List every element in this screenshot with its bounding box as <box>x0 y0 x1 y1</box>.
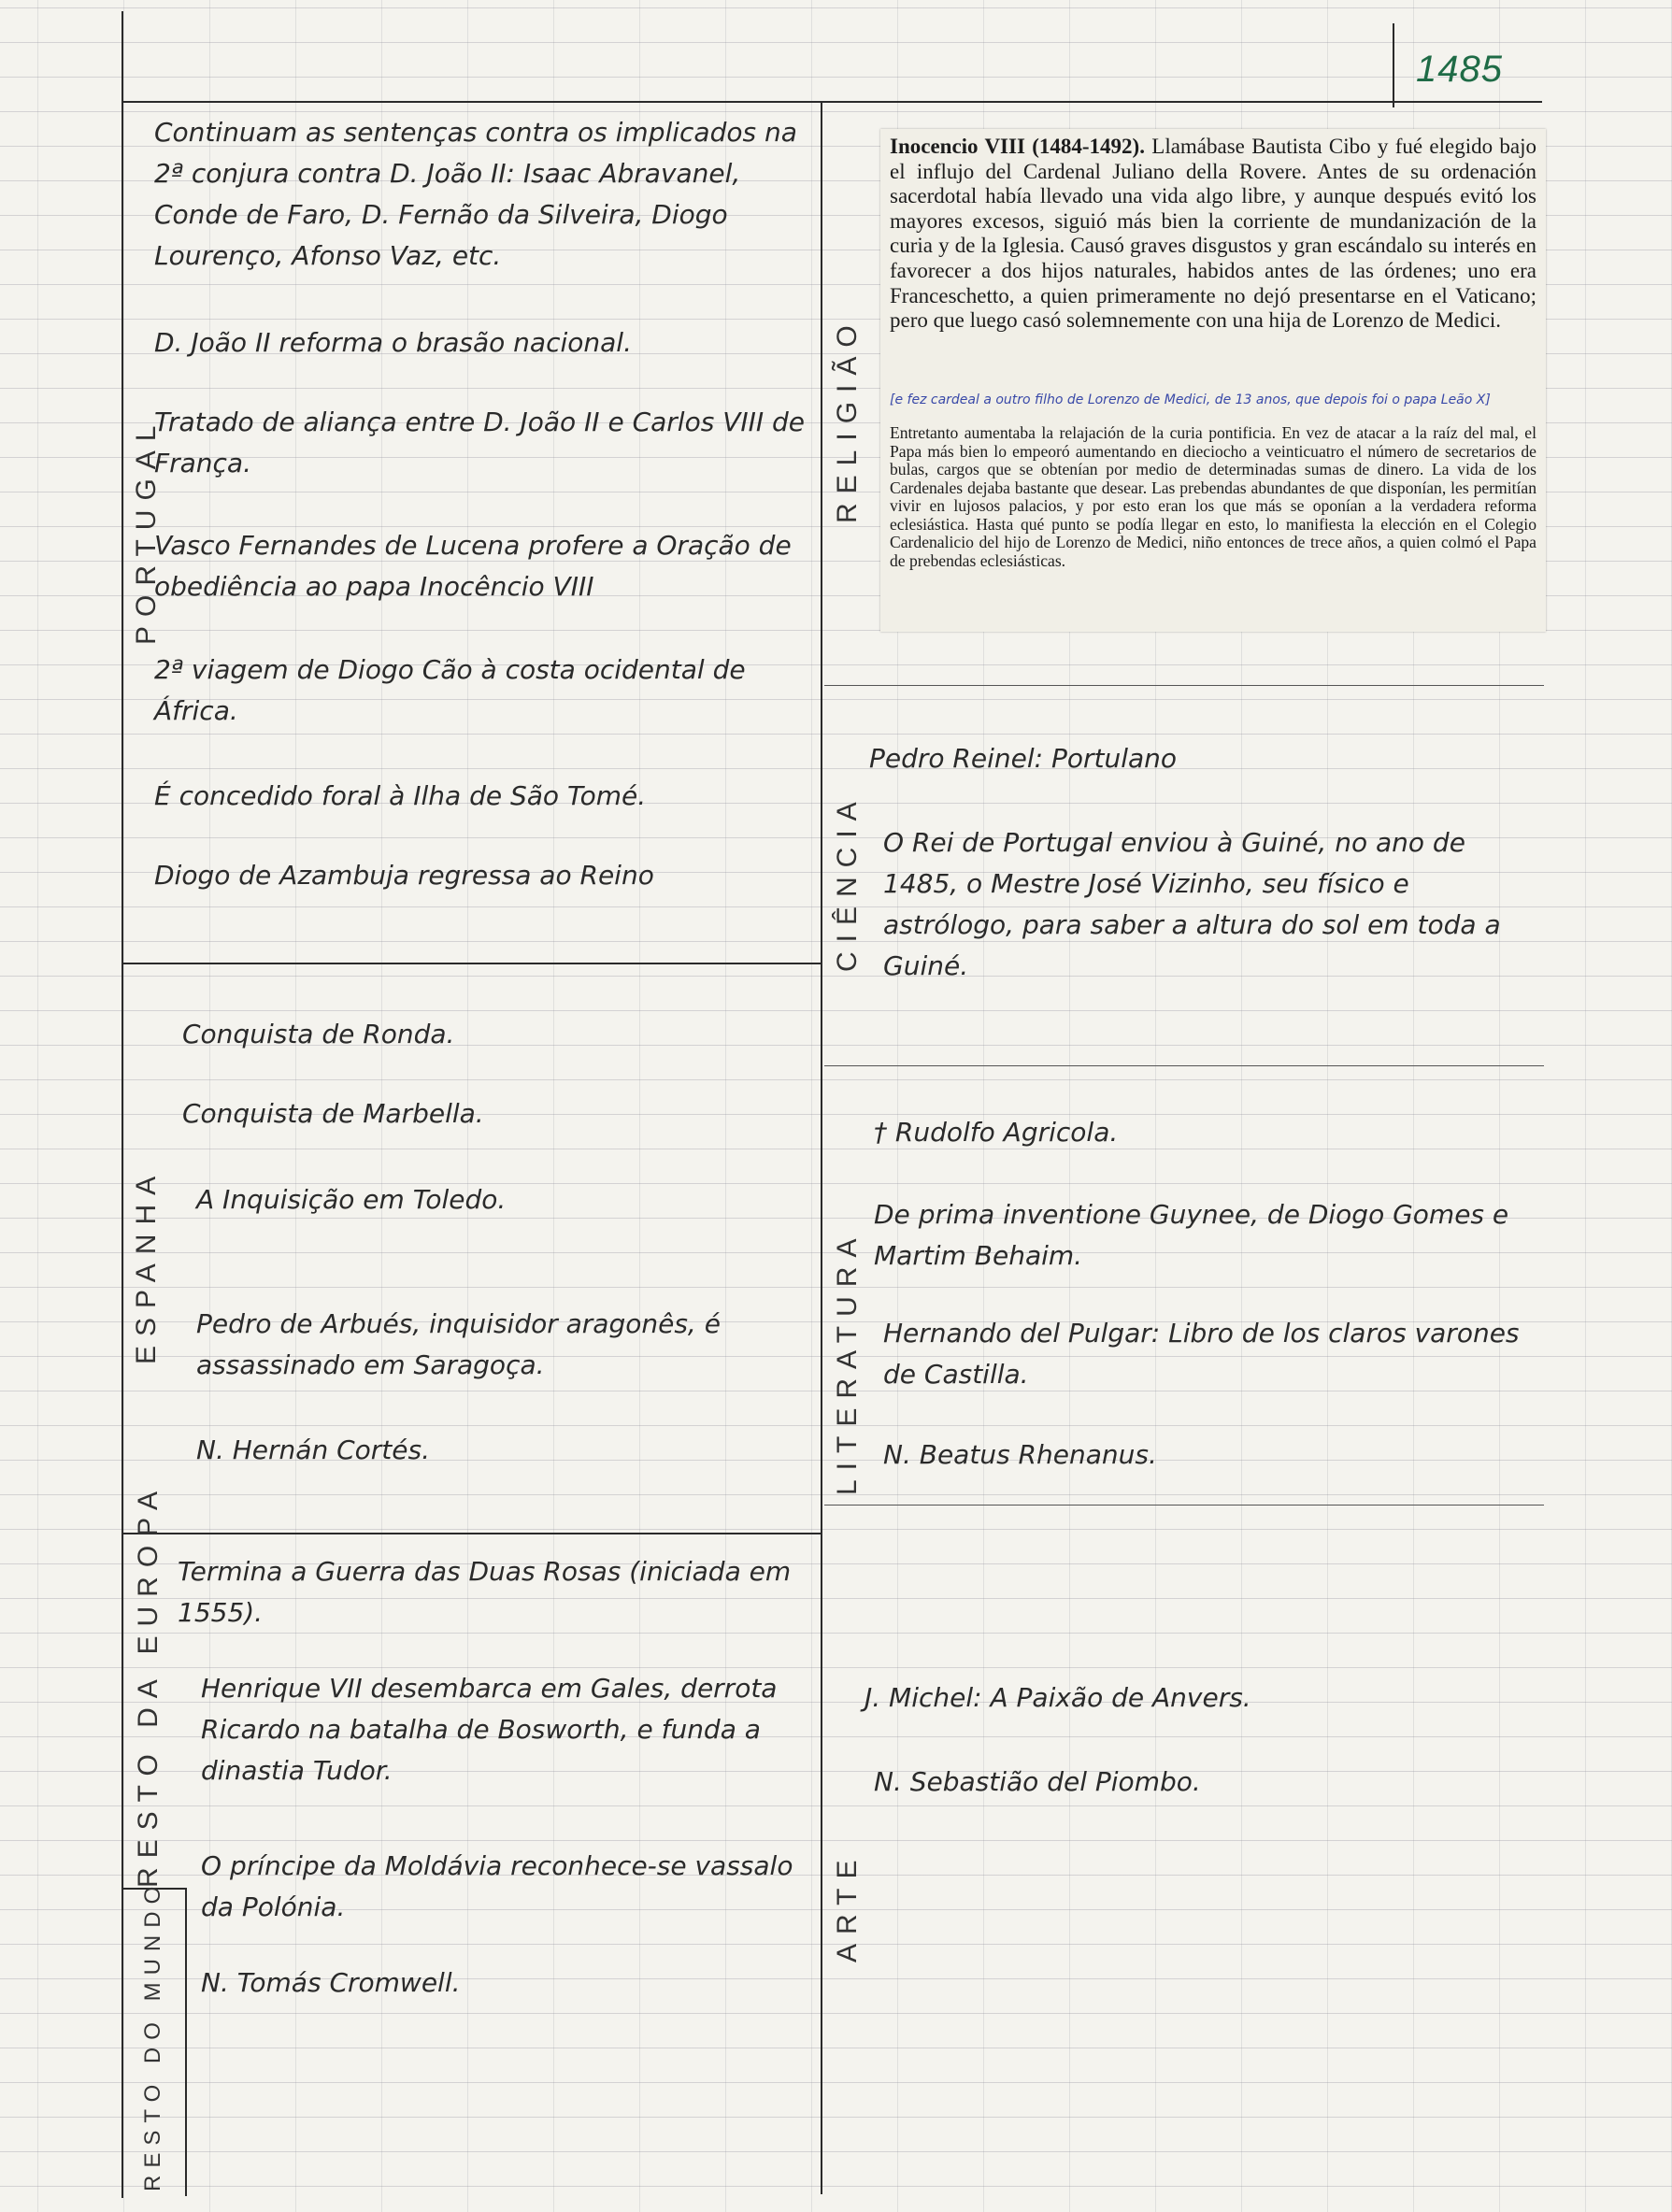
clipping-body: Llamábase Bautista Cibo y fué elegido bajo el influjo del Cardenal Juliano della Rovere. Antes de su ordenación sacerdotal había llevado una vida algo libre, y aunque después evitó los mayores excesos, siguió más bien la corriente de mundanización de la curia y de la Iglesia. Causó graves disgustos y gran escándalo su interés en favorecer a dos hijos naturales, habidos antes de las órdenes; uno era Franceschetto, a quien primeramente no dejó presentarse en el Vaticano; pero que luego casó solemnemente con una hija de Lorenzo de Medici. <box>890 135 1537 333</box>
section-label-arte: ARTE <box>832 1850 863 1962</box>
section-label-literatura: LITERATURA <box>832 1229 863 1495</box>
section-label-espanha: ESPANHA <box>131 1166 162 1364</box>
europa-entry-moldavia: O príncipe da Moldávia reconhece-se vassalo da Polónia. <box>201 1850 793 1922</box>
year-box-line <box>1393 23 1394 107</box>
portugal-entry-azambuja: Diogo de Azambuja regressa ao Reino <box>154 860 654 891</box>
header-rule <box>121 101 1542 103</box>
ciencia-entry-reinel: Pedro Reinel: Portulano <box>869 743 1178 774</box>
espanha-entry-ronda: Conquista de Ronda. <box>182 1019 455 1049</box>
left-margin-line <box>121 11 123 2198</box>
section-label-portugal: PORTUGAL <box>131 416 162 645</box>
section-label-resto-europa: RESTO DA EUROPA <box>133 1482 164 1888</box>
clipping-small-text: Entretanto aumentaba la relajación de la curia pontificia. En vez de atacar a la raíz del mal, el Papa más bien lo empeoró aumentando en dieciocho a veinticuatro el número de secretarios de bulas, cargos que se obtenían por medio de determinadas sumas de dinero. La vida de los Cardenales dejaba bastante que desear. Las prebendas abundantes de que disponían, les permitían vivir en lujosos palacios, y por esto eran los que más se oponían a la verdadera reforma eclesiástica. Hasta qué punto se podía llegar en esto, lo manifiesta la elección en el Colegio Cardenalicio del hijo de Lorenzo de Medici, niño entonces de trece años, a quien colmó el Papa de prebendas eclesiásticas. <box>890 423 1536 570</box>
arte-entry-piombo: N. Sebastião del Piombo. <box>874 1766 1201 1797</box>
literatura-bottom-rule <box>824 1505 1544 1506</box>
center-divider <box>821 101 822 2194</box>
europa-entry-duas-rosas: Termina a Guerra das Duas Rosas (iniciada em 1555). <box>178 1556 792 1628</box>
espanha-entry-cortes: N. Hernán Cortés. <box>196 1434 430 1465</box>
section-label-ciencia: CIÊNCIA <box>832 792 863 972</box>
portugal-entry-sao-tome: É concedido foral à Ilha de São Tomé. <box>154 780 647 811</box>
espanha-entry-toledo: A Inquisição em Toledo. <box>196 1184 507 1215</box>
europa-entry-tudor: Henrique VII desembarca em Gales, derrota Ricardo na batalha de Bosworth, e funda a dinastia Tudor. <box>201 1673 778 1786</box>
literatura-entry-pulgar: Hernando del Pulgar: Libro de los claros varones de Castilla. <box>883 1318 1520 1390</box>
portugal-entry-diogo-cao: 2ª viagem de Diogo Cão à costa ocidental de África. <box>154 654 746 726</box>
literatura-entry-agricola: † Rudolfo Agricola. <box>874 1117 1119 1148</box>
arte-entry-michel: J. Michel: A Paixão de Anvers. <box>865 1682 1251 1713</box>
espanha-bottom-rule <box>121 1533 821 1534</box>
religiao-clipping <box>880 129 1546 632</box>
espanha-entry-marbella: Conquista de Marbella. <box>182 1098 484 1129</box>
literatura-entry-guynee: De prima inventione Guynee, de Diogo Gomes e Martim Behaim. <box>874 1199 1509 1271</box>
espanha-entry-arbues: Pedro de Arbués, inquisidor aragonês, é assassinado em Saragoça. <box>196 1308 721 1380</box>
portugal-entry-brasao: D. João II reforma o brasão nacional. <box>154 327 632 358</box>
section-label-mundo: RESTO DO MUNDO <box>140 1878 165 2191</box>
europa-entry-cromwell: N. Tomás Cromwell. <box>201 1967 461 1998</box>
clipping-main-text <box>890 135 1536 334</box>
ciencia-entry-vizinho: O Rei de Portugal enviou à Guiné, no ano de 1485, o Mestre José Vizinho, seu físico e astrólogo, para saber a altura do sol em toda a Guiné. <box>883 827 1501 981</box>
portugal-entry-oracao: Vasco Fernandes de Lucena profere a Oração de obediência ao papa Inocêncio VIII <box>154 530 792 602</box>
portugal-bottom-rule <box>121 963 821 964</box>
portugal-entry-conjura: Continuam as sentenças contra os implicados na 2ª conjura contra D. João II: Isaac Abravanel, Conde de Faro, D. Fernão da Silveira, Diogo Lourenço, Afonso Vaz, etc. <box>154 117 797 271</box>
mundo-box-line <box>185 1888 187 2196</box>
clipping-handwritten-note: [e fez cardeal a outro filho de Lorenzo de Medici, de 13 anos, que depois foi o papa Leão X] <box>890 392 1491 407</box>
section-label-religiao: RELIGIÃO <box>832 316 863 523</box>
literatura-entry-rhenanus: N. Beatus Rhenanus. <box>883 1439 1157 1470</box>
clipping-heading: Inocencio VIII (1484-1492). <box>890 135 1145 158</box>
religiao-bottom-rule <box>824 685 1544 686</box>
portugal-entry-tratado: Tratado de aliança entre D. João II e Carlos VIII de França. <box>154 407 806 478</box>
ciencia-bottom-rule <box>824 1065 1544 1066</box>
year-label: 1485 <box>1416 49 1503 90</box>
